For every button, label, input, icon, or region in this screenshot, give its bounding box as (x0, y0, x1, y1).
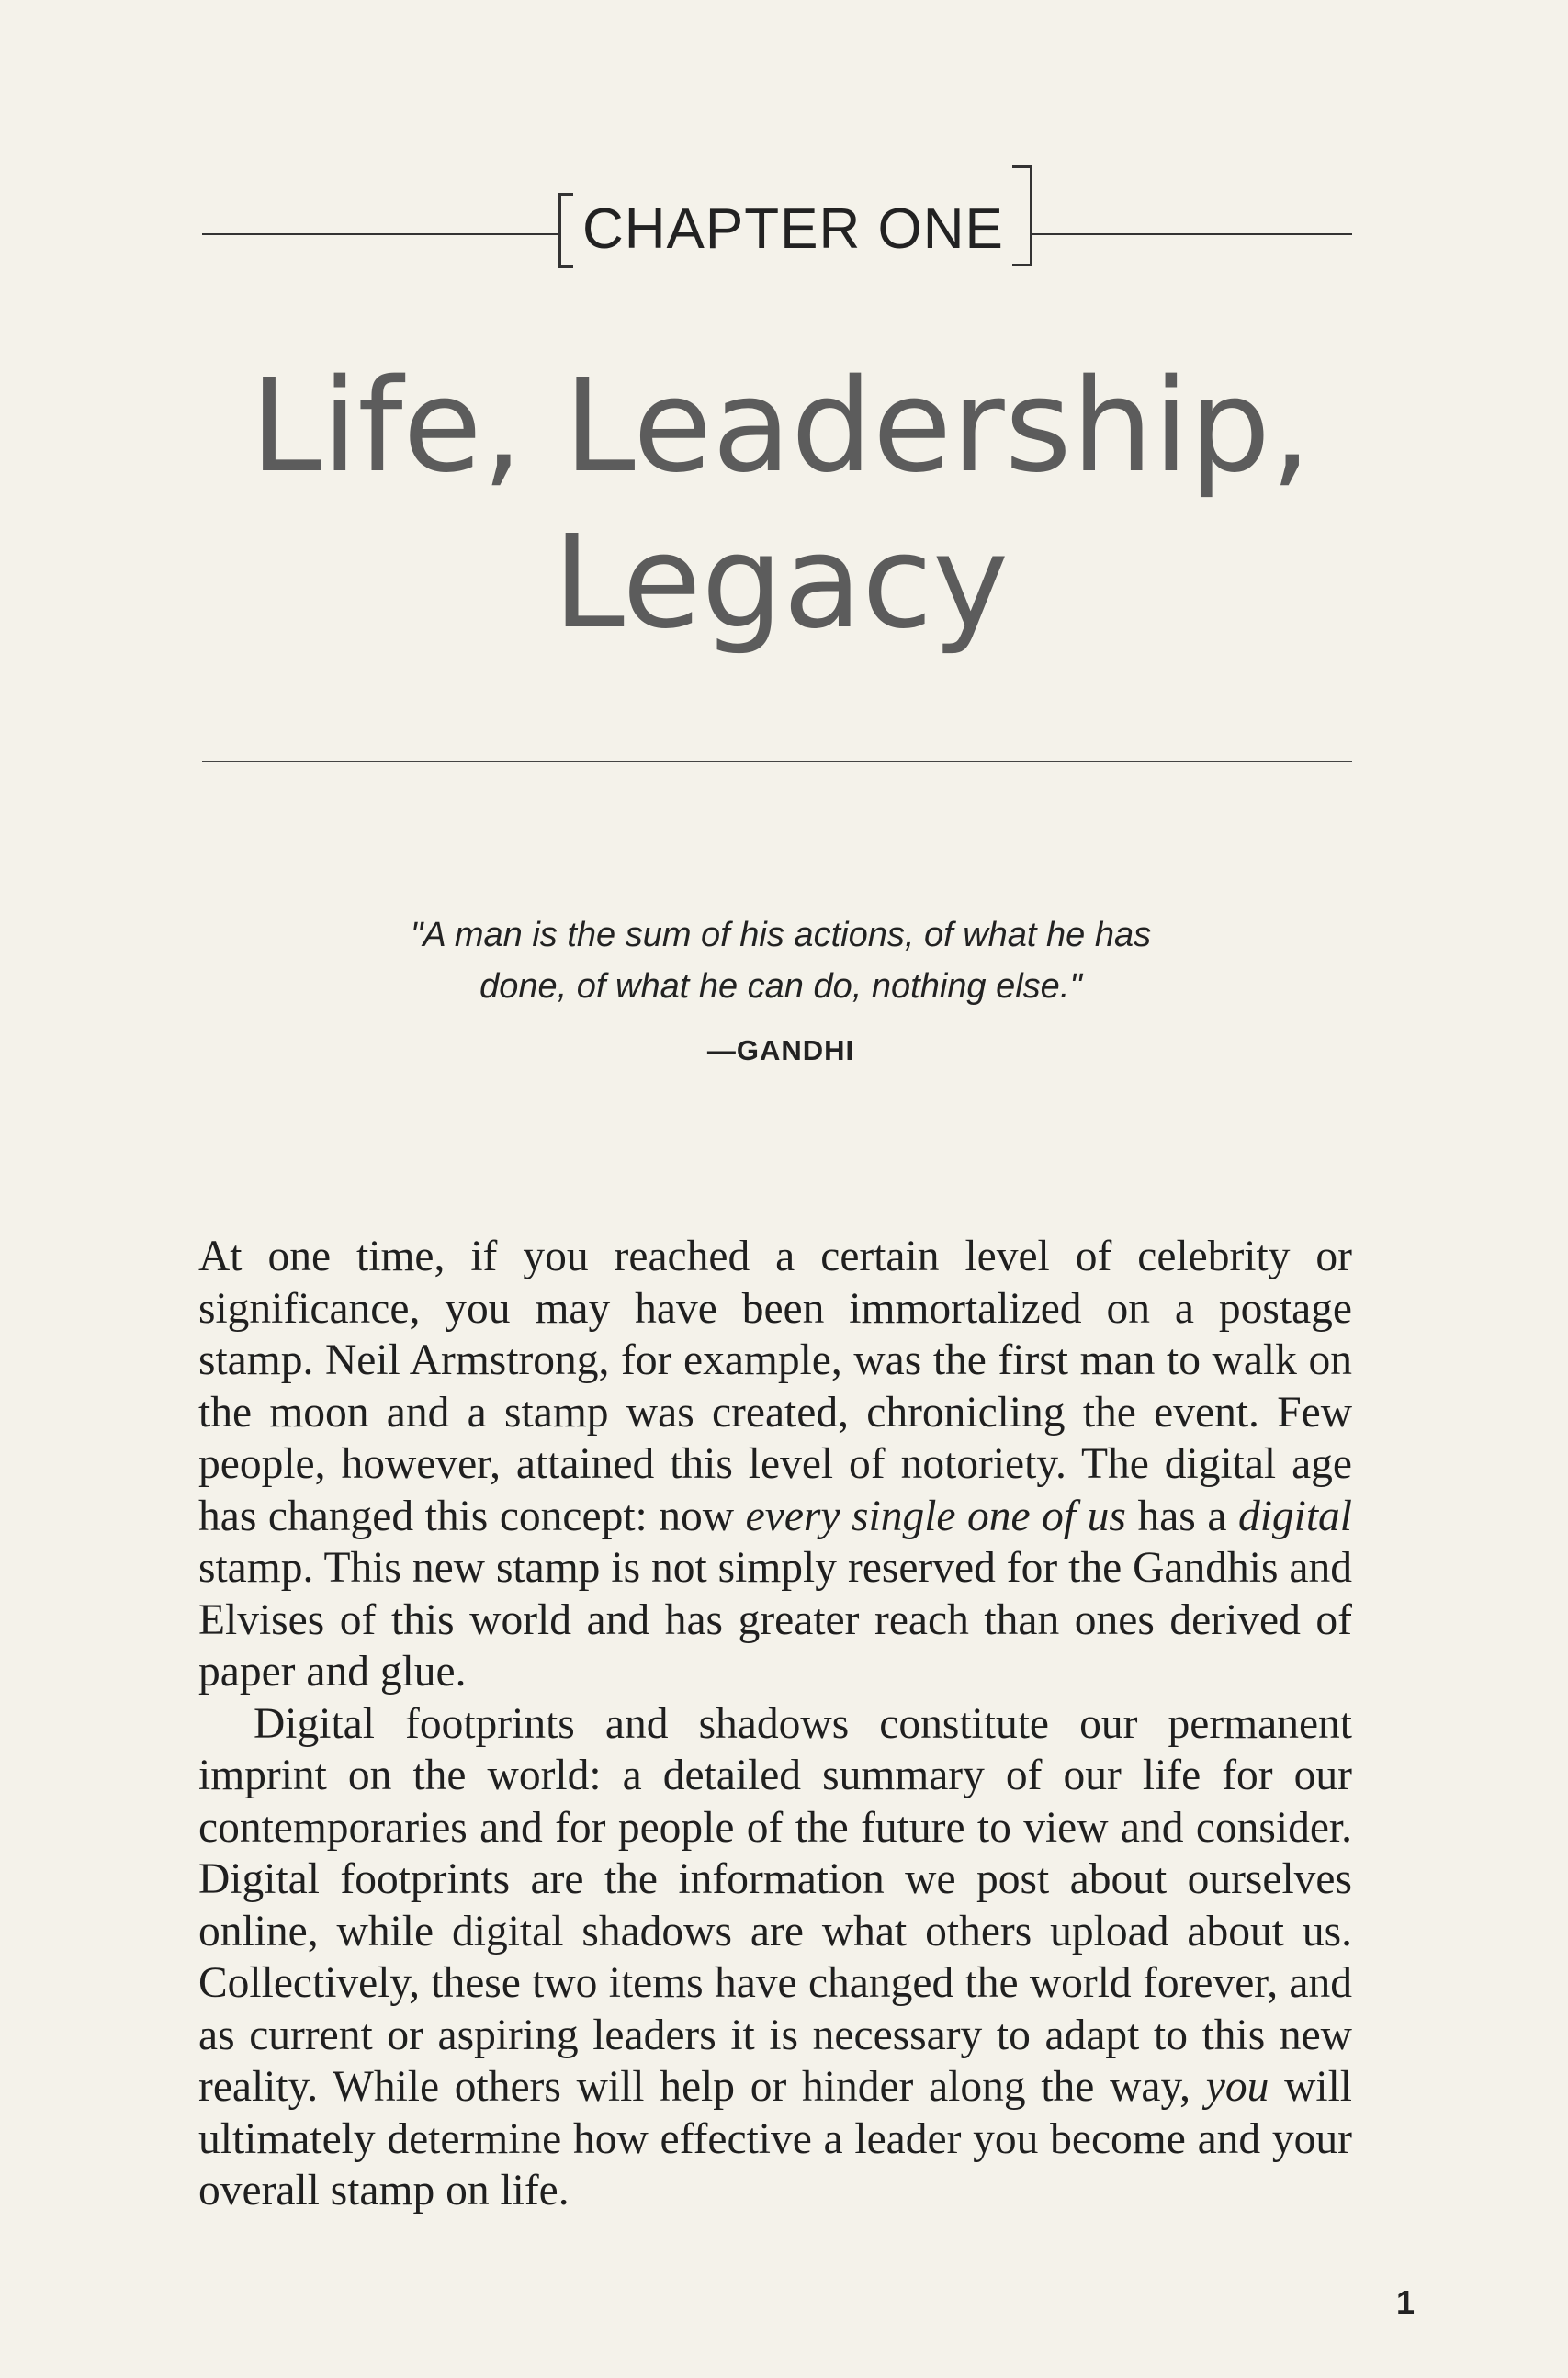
paragraph-1-emphasis-b: digital (1237, 1492, 1353, 1540)
epigraph-line1: "A man is the sum of his actions, of what he has (410, 916, 1152, 954)
paragraph-2-text-a: Digital footprints and shadows constitute our permanent imprint on the world: a detailed summary of our life for our contemporaries and for people of the future to view and consider. Digital footprints are the information we post about ourselves online, while digital shadows are what others upload about us. Collectively, these two items have changed the world forever, and as current or aspiring leaders it is necessary to adapt to this new reality. While others will help or hinder along the way, (198, 1699, 1352, 2111)
title-divider (202, 761, 1352, 762)
chapter-title-line2: Legacy (552, 508, 1010, 658)
chapter-rule-left (202, 233, 558, 235)
body-text (198, 1231, 1352, 2217)
paragraph-2-text-b: will ultimately determine how effective a leader you become and your overall stamp on life. (198, 2063, 1352, 2215)
chapter-rule-right (1032, 233, 1352, 235)
paragraph-1 (198, 1231, 1352, 1698)
chapter-bracket-left (558, 193, 573, 268)
chapter-label: CHAPTER ONE (582, 197, 1004, 261)
paragraph-1-text-b: has a (1125, 1492, 1238, 1540)
chapter-bracket-right (1012, 165, 1032, 266)
epigraph-line2: done, of what he can do, nothing else." (479, 967, 1082, 1006)
epigraph-quote (303, 909, 1258, 1012)
chapter-title-line1: Life, Leadership, (250, 352, 1312, 502)
page-number: 1 (1395, 2283, 1415, 2321)
epigraph-attribution: —GANDHI (706, 1034, 855, 1066)
paragraph-1-text-a: At one time, if you reached a certain level of celebrity or significance, you may have been immortalized on a postage stamp. Neil Armstrong, for example, was the first man to walk on the moon and a stamp was created, chronicling the event. Few people, however, attained this level of notoriety. The digital age has changed this concept: now (198, 1233, 1352, 1540)
paragraph-1-text-c: stamp. This new stamp is not simply reserved for the Gandhis and Elvises of this world and has greater reach than ones derived of paper and glue. (198, 1544, 1352, 1696)
chapter-title (184, 349, 1378, 661)
paragraph-2 (198, 1698, 1352, 2217)
paragraph-1-emphasis-a: every single one of us (745, 1492, 1126, 1540)
paragraph-2-emphasis: you (1205, 2063, 1269, 2111)
